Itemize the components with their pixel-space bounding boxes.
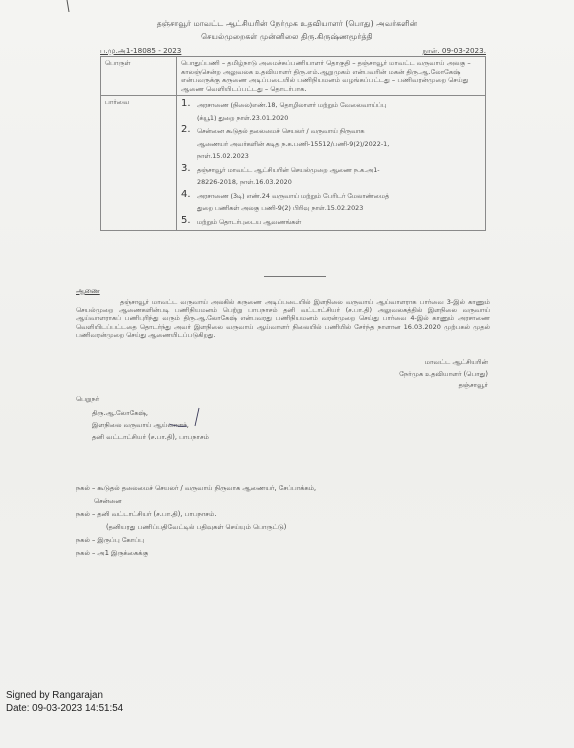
subject-row <box>101 57 486 96</box>
references-row <box>101 96 486 231</box>
reference-date: நாள். 09-03-2023. <box>422 46 486 55</box>
copies-block <box>76 482 316 560</box>
signatory-line1: மாவட்ட ஆட்சியரின் <box>424 358 488 366</box>
header-title-line1: தஞ்சாவூர் மாவட்ட ஆட்சியரின் நேர்முக உதவியாளர் (பொது) அவர்களின் <box>156 19 418 28</box>
copy-1-continued: சென்னை <box>94 497 122 505</box>
recipient-designation: இளநிலை வருவாய் ஆய்வாளர், <box>92 420 189 429</box>
header-title-line2: செயல்முறைகள் முன்னிலை திரு.கிருஷ்ணமூர்த்தி <box>201 32 373 41</box>
copy-4: நகல் – அ1 இருக்கைக்கு <box>76 549 149 557</box>
references-list <box>181 98 481 228</box>
subject-text: பொதுப்பணி – தமிழ்நாடு அமைச்சுப்பணியாளர் தொகுதி – தஞ்சாவூர் மாவட்ட வருவாய் அலகு – காலஞ்சென்ற அலுவலக உதவியாளர் திரு.எம்.ஆறுமுகம் என்பவரின் மகன் திரு.ஆ.லோகேஷ் என்பவருக்கு கருணை அடிப்படையில் பணிநியமனம் வழங்கப்பட்டது – பணிவரன்முறை செய்து ஆணை வெளியிடப்பட்டது – தொடர்பாக. <box>177 57 486 96</box>
signatory-line3: தஞ்சாவூர் <box>458 381 488 390</box>
copy-3: நகல் – இருப்பு கோப்பு <box>76 536 145 544</box>
recipient-name: திரு.ஆ.லோகேஷ், <box>92 409 149 417</box>
signed-date: Date: 09-03-2023 14:51:54 <box>6 702 124 714</box>
reference-item-2: 2. சென்னை கூடுதல் தலைமைச் செயலர் / வருவாய் நிருவாக ஆணையர் அவர்களின் கடித ந.க.பணி-15512/பணி-9(2)/2022-1, நாள்.15.02.2023 <box>181 124 390 161</box>
recipient-label: பெறுநர் <box>76 395 100 403</box>
reference-row <box>100 46 486 56</box>
reference-item-1: 1. அரசாணை (நிலை)எண்.18, தொழிலாளர் மற்றும் வேலைவாய்ப்பு (க்யூ1) துறை நாள்.23.01.2020 <box>181 98 387 122</box>
reference-item-4: 4. அரசாணை (3டி) எண்.24 வருவாய் மற்றும் பேரிடர் மேலாண்மைத் துறை பணிகள் அலகு பணி-9(2) பிரிவு நாள்.15.02.2023 <box>181 188 390 213</box>
copy-1: நகல் – கூடுதல் தலைமைச் செயலர் / வருவாய் நிருவாக ஆணையர், சேப்பாக்கம், <box>76 484 317 492</box>
signatory-line2: நேர்முக உதவியாளர் (பொது) <box>399 369 488 378</box>
signed-by: Signed by Rangarajan <box>6 690 103 701</box>
digital-signature <box>6 690 123 715</box>
copy-2: நகல் – தனி வட்டாட்சியர் (ச.பா.தி), பாபநாசம். <box>76 510 217 518</box>
signatory-block <box>399 357 488 392</box>
section-divider <box>264 276 326 277</box>
references-label: பார்வை <box>101 96 177 231</box>
reference-number: ப.மு.அ1-18085 - 2023 <box>100 46 182 55</box>
references-cell <box>177 96 486 231</box>
subject-reference-table <box>100 56 486 231</box>
copy-2-continued: (தனியரது பணிப்பதிவேட்டில் பதிவுகள் செய்யும் பொருட்டு) <box>106 523 287 531</box>
subject-label: பொருள் <box>101 57 177 96</box>
scan-mark <box>66 0 70 12</box>
order-title: ஆணை <box>76 287 100 295</box>
reference-item-5: 5. மற்றும் தொடர்புடைய ஆவணங்கள் <box>181 214 302 226</box>
order-body: தஞ்சாவூர் மாவட்ட வருவாய் அலகில் கருணை அடிப்படையில் இளநிலை வருவாய் ஆய்வாளராக பார்வை 3-இல் காணும் செயல்முறை ஆணைகளின்படி பணிநியமனம் பெற்று பாபநாசம் தனி வட்டாட்சியர் (ச.பா.தி) அலுவலகத்தில் இளநிலை வருவாய் ஆய்வாளராகப் பணிபுரிந்து வரும் திரு.ஆ.லோகேஷ் என்பவரது பணிநியமனம் வரன்முறை செய்து பார்வை 4-இல் காணும் அரசாணை வெளியிடப்பட்டதை தொடர்ந்து அவர் இளநிலை வருவாய் ஆய்வாளர் நிலையில் பணியில் சேர்ந்த நாளான 16.03.2020 முற்பகல் முதல் பணிவரன்முறை செய்து ஆணையிடப்படுகிறது. <box>76 298 490 339</box>
handwritten-tick-mark <box>165 402 207 432</box>
recipient-office: தனி வட்டாட்சியர் (ச.பா.தி), பாபநாசம் <box>92 432 209 441</box>
reference-item-3: 3. தஞ்சாவூர் மாவட்ட ஆட்சியரின் செயல்முறை ஆணை ந.க.அ1- 28226-2018, நாள்.16.03.2020 <box>181 162 380 187</box>
